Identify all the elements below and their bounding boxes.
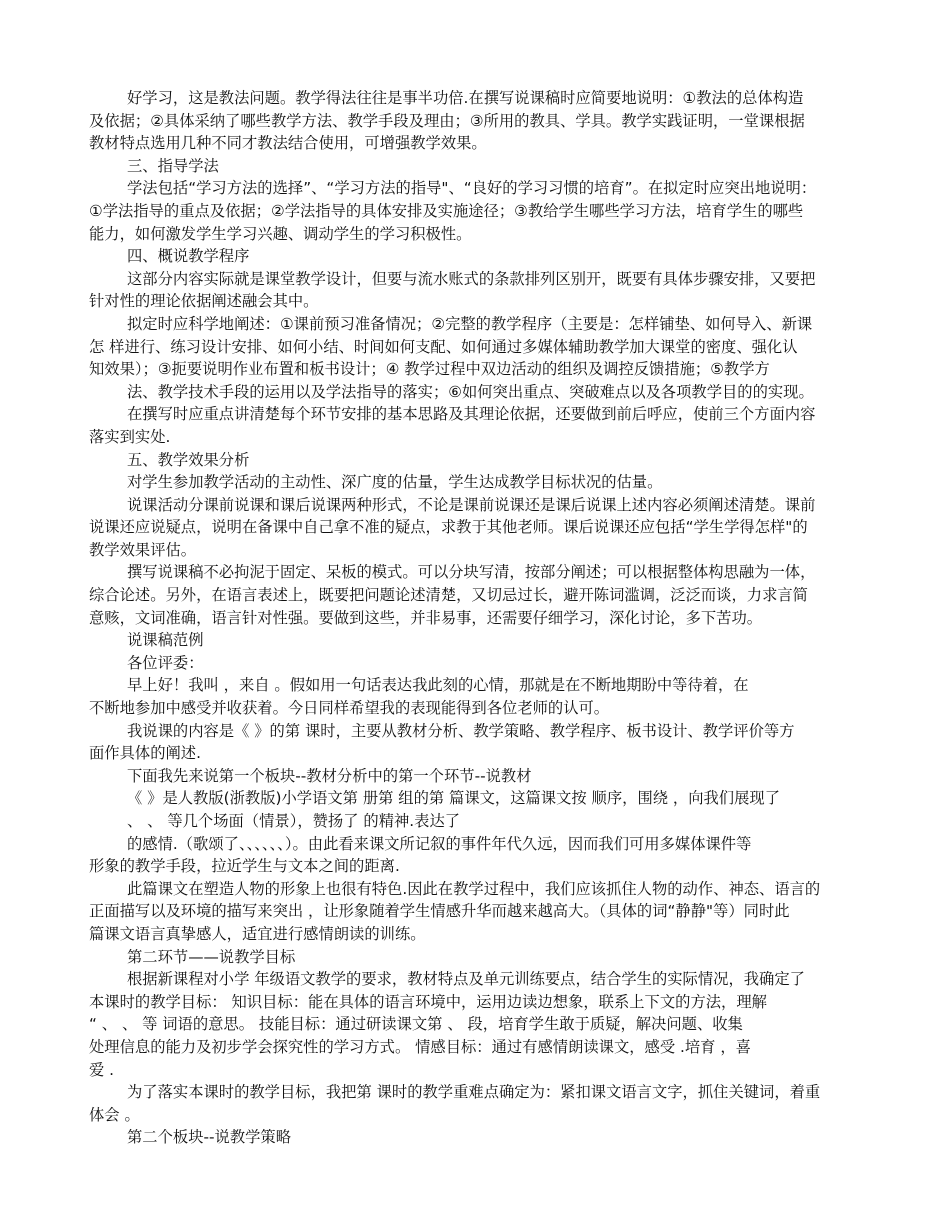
text-line: 为了落实本课时的教学目标，我把第 课时的教学重难点确定为：紧扣课文语言文字，抓住关键词，着重 (127, 1083, 821, 1102)
text-line: “ 、 、 等 词语的意思。 技能目标：通过研读课文第 、 段，培育学生敢于质疑，解决问题、收集 (89, 1015, 743, 1034)
text-line: 说课稿范例 (127, 631, 204, 650)
text-line: 各位评委： (127, 653, 204, 672)
text-line: 面作具体的阐述. (89, 744, 201, 763)
text-line: 、 、 等几个场面（情景），赞扬了 的精神.表达了 (127, 812, 461, 830)
text-line: 在撰写时应重点讲清楚每个环节安排的基本思路及其理论依据，还要做到前后呼应，使前三个方面内容 (127, 405, 816, 424)
text-line: ①学法指导的重点及依据；②学法指导的具体安排及实施途径；③教给学生哪些学习方法，培育学生的哪些 (89, 201, 804, 220)
text-line: 早上好！我叫 ，来自 。假如用一句话表达我此刻的心情，那就是在不断地期盼中等待着，在 (127, 676, 749, 695)
text-line: 第二环节——说教学目标 (127, 947, 296, 966)
text-line: 法、教学技术手段的运用以及学法指导的落实；⑥如何突出重点、突破难点以及各项教学目的的实现。 (127, 382, 814, 401)
text-line: 说课还应说疑点，说明在备课中自己拿不准的疑点，求教于其他老师。课后说课还应包括“学生学得怎样"的 (89, 518, 808, 537)
text-line: 拟定时应科学地阐述：①课前预习准备情况；②完整的教学程序（主要是：怎样铺垫、如何导入、新课 (127, 314, 813, 333)
text-line: 学法包括“学习方法的选择”、“学习方法的指导"、“良好的学习习惯的培育”。在拟定时应突出地说明： (127, 179, 817, 198)
text-line: 不断地参加中感受并收获着。今日同样希望我的表现能得到各位老师的认可。 (89, 699, 610, 718)
text-line: 体会 。 (89, 1105, 140, 1124)
text-line: 教学效果评估。 (89, 540, 197, 559)
text-line: 教材特点选用几种不同才教法结合使用，可增强教学效果。 (89, 134, 487, 153)
text-line: 根据新课程对小学 年级语文教学的要求，教材特点及单元训练要点，结合学生的实际情况，我确定了 (127, 970, 805, 989)
text-line: 《 》是人教版(浙教版)小学语文第 册第 组的第 篇课文，这篇课文按 顺序，围绕 ，向我们展现了 (127, 789, 780, 808)
text-line: 下面我先来说第一个板块--教材分析中的第一个环节--说教材 (127, 766, 532, 785)
text-line: 本课时的教学目标： 知识目标：能在具体的语言环境中，运用边读边想象，联系上下文的方法，理解 (89, 992, 767, 1011)
text-line: 形象的教学手段，拉近学生与文本之间的距离. (89, 857, 400, 876)
text-line: 说课活动分课前说课和课后说课两种形式，不论是课前说课还是课后说课上述内容必须阐述清楚。课前 (127, 495, 816, 514)
document-page (89, 87, 864, 1149)
text-line: 意赅，文词准确，语言针对性强。要做到这些，并非易事，还需要仔细学习，深化讨论，多下苦功。 (89, 608, 763, 627)
text-line: 五、教学效果分析 (127, 450, 250, 469)
text-line: 四、概说教学程序 (127, 247, 250, 266)
text-line: 正面描写以及环境的描写来突出 ，让形象随着学生情感升华而越来越高大。（具体的词“静静"等）同时此 (89, 902, 790, 921)
text-line: 撰写说课稿不必拘泥于固定、呆板的模式。可以分块写清，按部分阐述；可以根据整体构思融为一体， (127, 563, 816, 582)
text-line: 篇课文语言真挚感人，适宜进行感情朗读的训练。 (89, 924, 426, 943)
text-line: 落实到实处. (89, 427, 171, 446)
text-line: 针对性的理论依据阐述融会其中。 (89, 292, 319, 311)
text-line: 怎 样进行、练习设计安排、如何小结、时间如何支配、如何通过多媒体辅助教学加大课堂的密度、强化认 (89, 337, 798, 356)
text-line: 处理信息的能力及初步学会探究性的学习方式。 情感目标：通过有感情朗读课文，感受 .培育 ，喜 (89, 1037, 751, 1056)
text-line: 能力，如何激发学生学习兴趣、调动学生的学习积极性。 (89, 224, 472, 243)
text-line: 爱 . (89, 1060, 115, 1079)
text-line: 及依据；②具体采纳了哪些教学方法、教学手段及理由；③所用的教具、学具。教学实践证明，一堂课根据 (89, 111, 805, 130)
text-line: 知效果）；③扼要说明作业布置和板书设计；④ 教学过程中双边活动的组织及调控反馈措施；⑤教学方 (89, 360, 770, 379)
text-line: 这部分内容实际就是课堂教学设计，但要与流水账式的条款排列区别开，既要有具体步骤安排，又要把 (127, 269, 816, 288)
text-line: 好学习，这是教法问题。教学得法往往是事半功倍.在撰写说课稿时应简要地说明：①教法的总体构造 (127, 89, 804, 107)
text-line: 综合论述。另外，在语言表述上，既要把问题论述清楚，又切忌过长，避开陈词滥调，泛泛而谈，力求言简 (89, 586, 808, 605)
text-line: 对学生参加教学活动的主动性、深广度的估量，学生达成教学目标状况的估量。 (127, 473, 663, 492)
text-line: 第二个板块--说教学策略 (127, 1128, 292, 1147)
text-line: 我说课的内容是《 》的第 课时，主要从教材分析、教学策略、教学程序、板书设计、教学评价等方 (127, 721, 795, 740)
text-line: 此篇课文在塑造人物的形象上也很有特色.因此在教学过程中，我们应该抓住人物的动作、神态、语言的 (127, 879, 821, 898)
text-line: 的感情.（歌颂了、、、、、、）。由此看来课文所记叙的事件年代久远，因而我们可用多媒体课件等 (127, 834, 752, 853)
text-line: 三、指导学法 (127, 156, 219, 175)
